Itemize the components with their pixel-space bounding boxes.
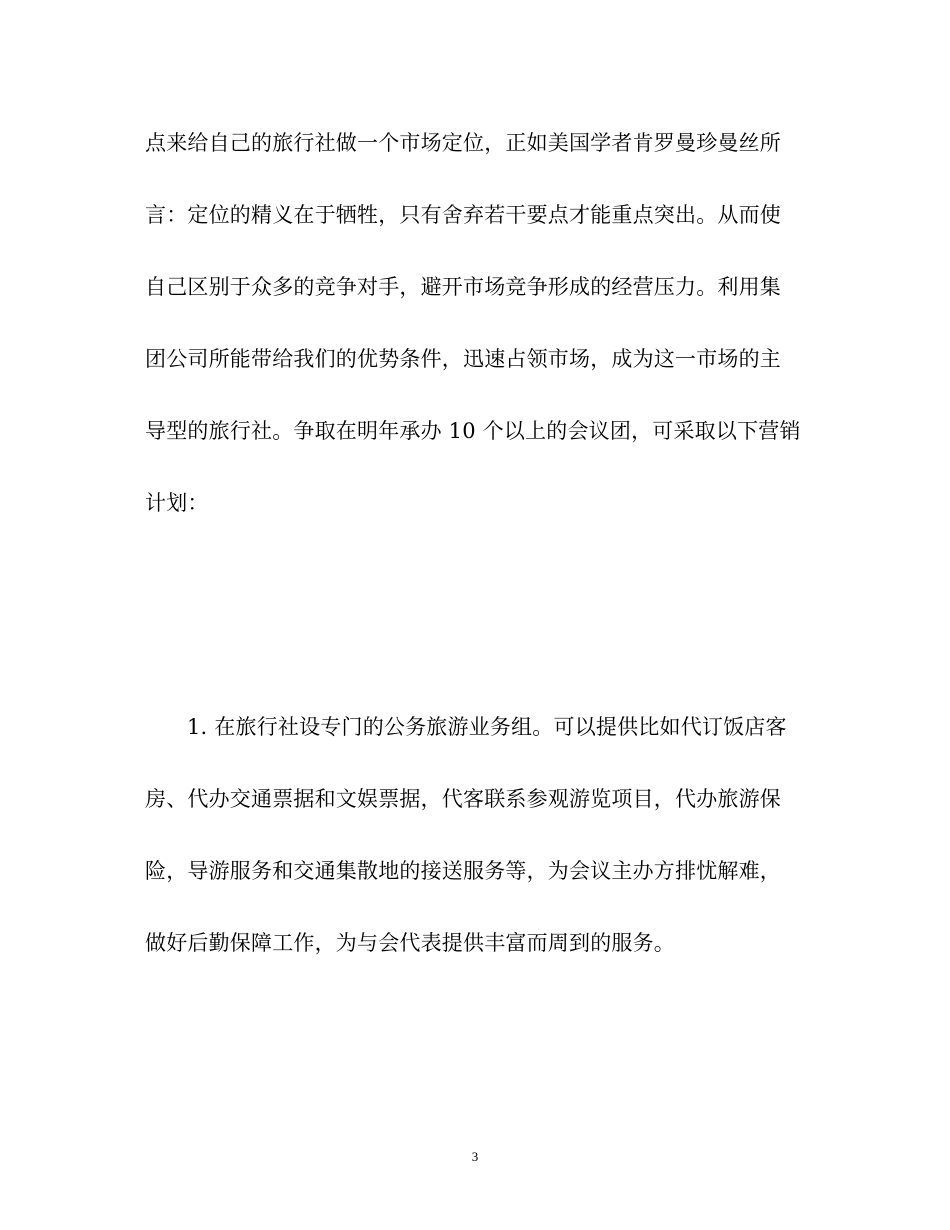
paragraph-line: 计划： xyxy=(145,491,209,515)
paragraph-market-positioning xyxy=(145,107,810,539)
paragraph-line: 自己区别于众多的竞争对手，避开市场竞争形成的经营压力。利用集 xyxy=(145,275,781,299)
paragraph-line: 言：定位的精义在于牺牲，只有舍弃若干要点才能重点突出。从而使 xyxy=(145,203,781,227)
paragraph-line: 做好后勤保障工作，为与会代表提供丰富而周到的服务。 xyxy=(145,931,675,955)
paragraph-line: 险，导游服务和交通集散地的接送服务等，为会议主办方排忧解难， xyxy=(145,859,781,883)
paragraph-line: 点来给自己的旅行社做一个市场定位，正如美国学者肯罗曼珍曼丝所 xyxy=(145,131,781,155)
paragraph-line: 导型的旅行社。争取在明年承办 10 个以上的会议团，可采取以下营销 xyxy=(145,419,801,443)
paragraph-business-group xyxy=(145,691,810,979)
paragraph-line: 团公司所能带给我们的优势条件，迅速占领市场，成为这一市场的主 xyxy=(145,347,781,371)
page-number: 3 xyxy=(471,1149,479,1164)
paragraph-line: 1. 在旅行社设专门的公务旅游业务组。可以提供比如代订饭店客 xyxy=(187,715,787,739)
paragraph-line: 房、代办交通票据和文娱票据，代客联系参观游览项目，代办旅游保 xyxy=(145,787,781,811)
